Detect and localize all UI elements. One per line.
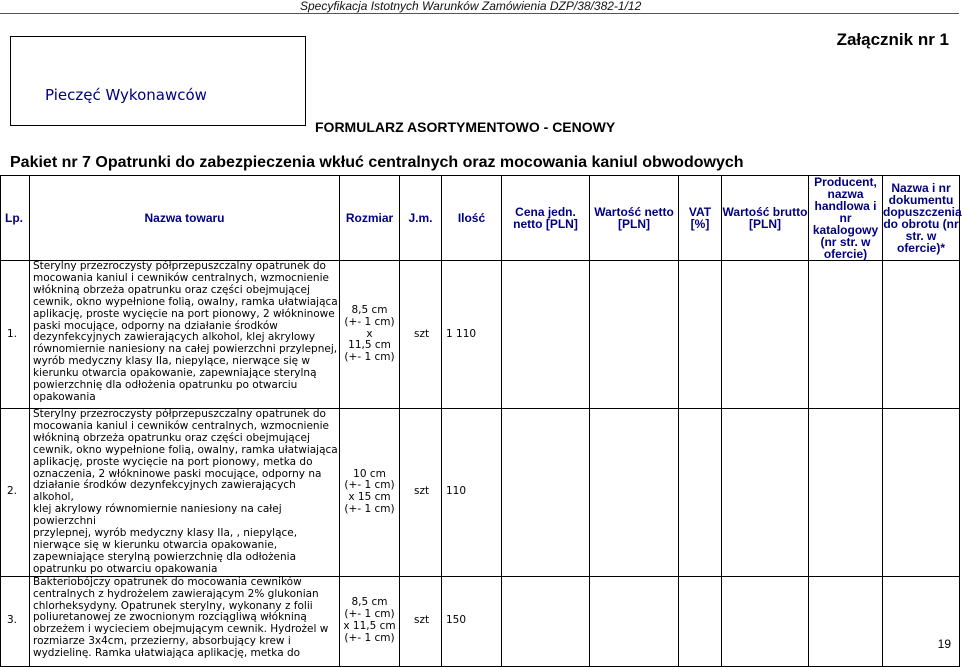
row-producer-cell[interactable] [809,576,883,666]
table-header-row [1,176,960,261]
row-vat-cell[interactable] [679,409,722,577]
price-table [0,175,960,667]
contractor-stamp-box [10,36,306,126]
row-quantity: 1 110 [442,261,502,409]
page-number: 19 [937,637,951,651]
col-header-lp: Lp. [1,176,30,261]
row-gross-value-cell[interactable] [722,409,809,577]
row-document-cell[interactable] [883,261,960,409]
row-vat-cell[interactable] [679,261,722,409]
row-product-name: Sterylny przezroczysty półprzepuszczalny opatrunek do mocowania kaniul i cewników centralnych, wzmocnienie włókniną obrzeża opatrunku oraz części obejmującej cewnik, okno wypełnione folią, owalny, ramka ułatwiająca aplikację, proste wycięcie na port pionowy, metka do oznaczenia, 2 włókninowe paski mocujące, odporny na działanie środków dezynfekcyjnych zawierających alkohol, klej akrylowy równomiernie naniesiony na całej powierzchni przylepnej, wyrób medyczny klasy IIa, , niepylące, nierwące się w kierunku otwarcia opakowanie, zapewniające sterylną powierzchnię dla odłożenia opatrunku po otwarciu opakowania [30,409,340,577]
col-header-gross-value: Wartość brutto [PLN] [722,176,809,261]
col-header-unit-price: Cena jedn. netto [PLN] [502,176,590,261]
row-gross-value-cell[interactable] [722,261,809,409]
row-size: 8,5 cm (+- 1 cm) x 11,5 cm (+- 1 cm) [340,576,400,666]
row-gross-value-cell[interactable] [722,576,809,666]
table-row [1,576,960,666]
row-document-cell[interactable] [883,409,960,577]
row-document-cell[interactable] [883,576,960,666]
row-unit: szt [400,261,442,409]
stamp-label: Pieczęć Wykonawców [45,86,207,104]
document-header-title: Specyfikacja Istotnych Warunków Zamówienia DZP/38/382-1/12 [300,0,642,13]
col-header-net-value: Wartość netto [PLN] [590,176,679,261]
row-lp: 2. [1,409,30,577]
row-vat-cell[interactable] [679,576,722,666]
row-lp: 3. [1,576,30,666]
row-producer-cell[interactable] [809,409,883,577]
row-quantity: 150 [442,576,502,666]
row-net-value-cell[interactable] [590,409,679,577]
row-size: 8,5 cm (+- 1 cm) x 11,5 cm (+- 1 cm) [340,261,400,409]
row-lp: 1. [1,261,30,409]
row-product-name: Bakteriobójczy opatrunek do mocowania cewników centralnych z hydrożelem zawierającym 2% glukonian chlorheksydyny. Opatrunek sterylny, wykonany z folii poliuretanowej ze zwocnionym rozciągliwą włókniną obrzeżem i wycieciem obejmującym cewnik. Hydrożel w rozmiarze 3x4cm, przezierny, absorbujący krew i wydzielinę. Ramka ułatwiająca aplikację, metka do [30,576,340,666]
package-title: Pakiet nr 7 Opatrunki do zabezpieczenia wkłuć centralnych oraz mocowania kaniul obwodowych [10,154,744,171]
table-row [1,409,960,577]
col-header-name: Nazwa towaru [30,176,340,261]
row-unit-price-cell[interactable] [502,576,590,666]
row-product-name: Sterylny przezroczysty półprzepuszczalny opatrunek do mocowania kaniul i cewników centralnych, wzmocnienie włókniną obrzeża opatrunku oraz części obejmującej cewnik, okno wypełnione folią, owalny, ramka ułatwiająca aplikację, proste wycięcie na port pionowy, 2 włókninowe paski mocujące, odporny na działanie środków dezynfekcyjnych zawierających alkohol, klej akrylowy równomiernie naniesiony na całej powierzchni przylepnej, wyrób medyczny klasy IIa, niepylące, nierwące się w kierunku otwarcia opakowanie, zapewniające sterylną powierzchnię dla odłożenia opatrunku po otwarciu opakowania [30,261,340,409]
col-header-size: Rozmiar [340,176,400,261]
row-unit: szt [400,576,442,666]
row-size: 10 cm (+- 1 cm) x 15 cm (+- 1 cm) [340,409,400,577]
attachment-label: Załącznik nr 1 [836,30,949,49]
row-quantity: 110 [442,409,502,577]
form-title: FORMULARZ ASORTYMENTOWO - CENOWY [315,119,616,135]
row-unit-price-cell[interactable] [502,409,590,577]
row-unit: szt [400,409,442,577]
col-header-producer: Producent, nazwa handlowa i nr katalogowy (nr str. w ofercie) [809,176,883,261]
col-header-vat: VAT [%] [679,176,722,261]
row-net-value-cell[interactable] [590,261,679,409]
header-rule [0,13,959,14]
col-header-qty: Ilość [442,176,502,261]
table-row [1,261,960,409]
row-unit-price-cell[interactable] [502,261,590,409]
col-header-document: Nazwa i nr dokumentu dopuszczenia do obrotu (nr str. w ofercie)* [883,176,960,261]
row-producer-cell[interactable] [809,261,883,409]
row-net-value-cell[interactable] [590,576,679,666]
col-header-unit: J.m. [400,176,442,261]
